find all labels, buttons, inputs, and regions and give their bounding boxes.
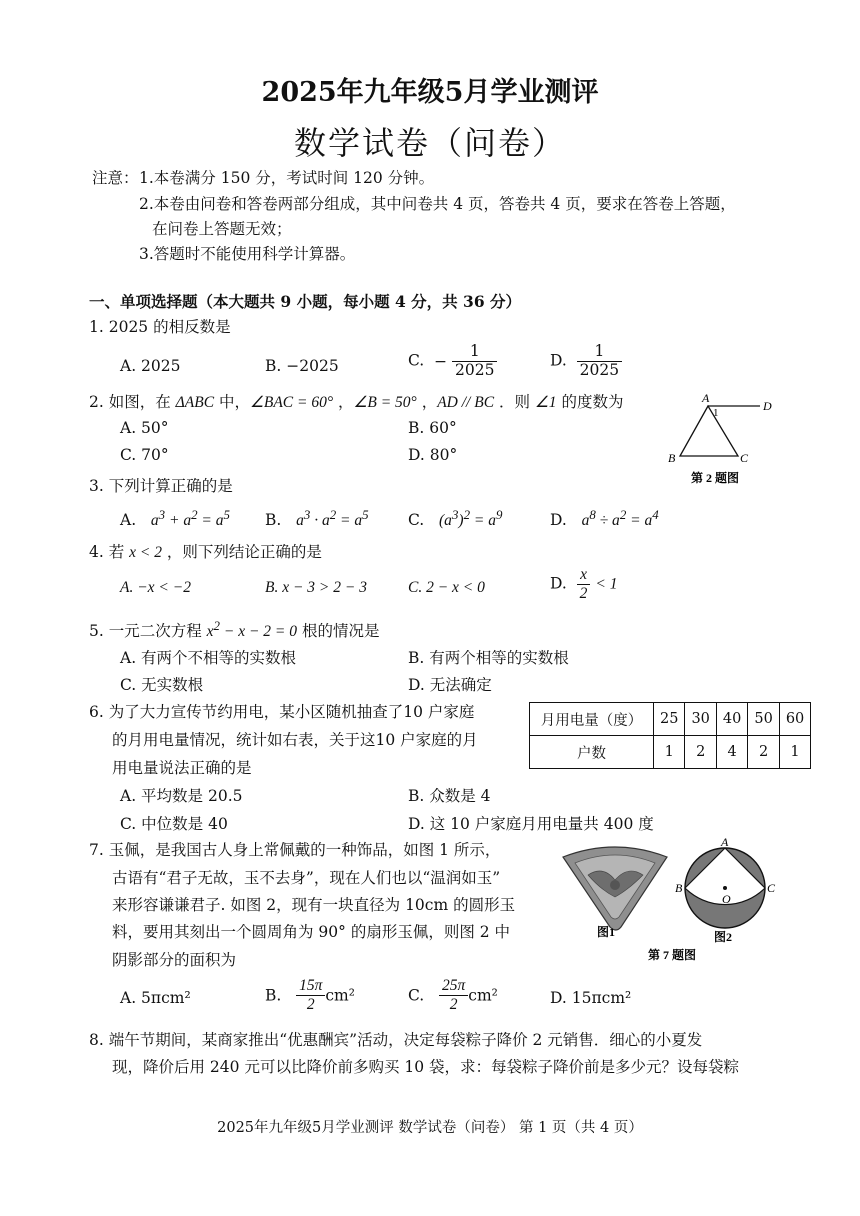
q7-option-b <box>265 977 355 1014</box>
q2-cond-2: ∠B = 50° <box>353 394 417 411</box>
q7-fig-caption: 第 7 题图 <box>648 948 697 962</box>
q7-line-1: 7. 玉佩，是我国古人身上常佩戴的一种饰品，如图 1 所示， <box>89 841 501 859</box>
q1-option-d <box>550 343 622 380</box>
q7-line-2: 古语有“君子无故，玉不去身”，现在人们也以“温润如玉” <box>112 869 501 887</box>
q2-label-1: 1 <box>713 407 719 419</box>
q7-option-a: A. 5πcm² <box>120 989 191 1007</box>
q7-label-o: O <box>722 892 731 906</box>
q6-line-2: 的月用电量情况，统计如右表，关于这10 户家庭的月 <box>112 731 478 749</box>
q2-figure <box>660 390 785 490</box>
q4-d-label: D. <box>550 574 567 593</box>
q3-option-c <box>408 507 502 530</box>
table-cell: 40 <box>716 703 747 736</box>
table-cell: 50 <box>748 703 779 736</box>
note-2b: 在问卷上答题无效； <box>152 220 292 238</box>
table-cell: 2 <box>748 736 779 769</box>
q2-label-a: A <box>702 391 710 405</box>
q7-label-a: A <box>721 835 729 849</box>
q1-d-label: D. <box>550 351 567 370</box>
q3-option-d <box>550 507 659 530</box>
table-cell: 60 <box>779 703 810 736</box>
q4-stem-2: ，则下列结论正确的是 <box>162 543 322 561</box>
q4-stem-1: 4. 若 <box>89 543 130 561</box>
q1-d-den: 2025 <box>579 360 620 379</box>
q5-stem <box>89 618 379 641</box>
q7-circle-figure <box>685 848 765 928</box>
q2-option-a: A. 50° <box>120 419 169 437</box>
q5-option-a: A. 有两个不相等的实数根 <box>120 649 297 667</box>
q4-option-d <box>550 566 617 603</box>
q2-stem-3: ．则 <box>494 393 535 411</box>
q2-option-d: D. 80° <box>408 446 458 464</box>
q4-d-fraction <box>577 566 591 603</box>
page-footer: 2025年九年级5月学业测评 数学试卷（问卷） 第 1 页（共 4 页） <box>217 1120 643 1136</box>
q8-line-1: 8. 端午节期间，某商家推出“优惠酬宾”活动，决定每袋粽子降价 2 元销售．细心的小夏发 <box>89 1031 703 1049</box>
q1-c-sign: − <box>434 352 448 371</box>
q4-stem <box>89 540 322 562</box>
q3-option-a <box>120 507 230 530</box>
q7-figures <box>553 835 793 965</box>
notes-prefix: 注意： <box>92 169 139 187</box>
q7-c-unit: cm² <box>468 986 498 1005</box>
q3-c-expr: $(a^3)^2 = a^9$ <box>439 507 503 530</box>
table-cell: 4 <box>716 736 747 769</box>
table-cell: 1 <box>654 736 685 769</box>
q2-cond-3: AD // BC <box>437 394 495 411</box>
q5-option-c: C. 无实数根 <box>120 676 204 694</box>
q7-b-label: B. <box>265 986 282 1005</box>
q3-d-expr: $a^8 \div a^2 = a^4$ <box>581 507 659 530</box>
q4-option-b: B. x − 3 > 2 − 3 <box>265 579 367 596</box>
q2-sep-2: ， <box>416 393 438 411</box>
q2-stem <box>89 390 624 412</box>
table-cell: 25 <box>654 703 685 736</box>
note-1: 1.本卷满分 150 分，考试时间 120 分钟。 <box>139 169 435 187</box>
table-row-households <box>530 736 811 769</box>
q7-label-c: C <box>767 881 776 895</box>
q5-stem-2: 根的情况是 <box>297 622 380 641</box>
q3-b-label: B. <box>265 511 282 530</box>
q7-label-b: B <box>675 881 683 895</box>
q2-fig-caption: 第 2 题图 <box>691 471 740 485</box>
q4-d-rel: < 1 <box>595 575 618 593</box>
q1-d-fraction <box>577 343 622 380</box>
q6-option-c: C. 中位数是 40 <box>120 815 228 833</box>
q7-c-den: 2 <box>449 995 458 1013</box>
q7-c-num: 25π <box>439 977 468 996</box>
q6-option-d: D. 这 10 户家庭月用电量共 400 度 <box>408 815 654 833</box>
q2-sep-1: ， <box>333 393 354 411</box>
exam-title: 2025年九年级5月学业测评 <box>261 77 599 108</box>
q3-option-b <box>265 507 369 530</box>
q2-angle: ∠1 <box>534 394 557 411</box>
note-3: 3.答题时不能使用科学计算器。 <box>139 245 356 263</box>
q3-a-expr: $a^3 + a^2 = a^5$ <box>150 507 230 530</box>
q1-c-den: 2025 <box>455 360 495 379</box>
table-cell: 1 <box>779 736 810 769</box>
q7-b-num: 15π <box>296 977 325 996</box>
q6-option-a: A. 平均数是 20.5 <box>120 787 243 805</box>
q1-c-num: 1 <box>452 343 497 362</box>
q7-c-fraction <box>439 977 468 1014</box>
q1-stem: 1. 2025 的相反数是 <box>89 318 231 336</box>
q2-option-c: C. 70° <box>120 446 169 464</box>
q2-label-c: C <box>740 451 749 465</box>
q5-option-d: D. 无法确定 <box>408 676 492 694</box>
q1-option-a: A. 2025 <box>120 357 181 375</box>
q7-fig2-caption: 图2 <box>714 930 733 944</box>
q4-d-num: x <box>577 566 591 585</box>
jade-pendant-image <box>563 847 667 930</box>
q2-stem-1: 2. 如图，在 <box>89 393 176 411</box>
q3-a-label: A. <box>120 511 137 530</box>
table-cell: 2 <box>685 736 716 769</box>
q7-b-den: 2 <box>306 995 315 1013</box>
q6-line-3: 用电量说法正确的是 <box>112 759 252 777</box>
q7-b-unit: cm² <box>325 986 355 1005</box>
q6-option-b: B. 众数是 4 <box>408 787 491 805</box>
q4-option-a: A. −x < −2 <box>120 579 191 596</box>
table-header-usage: 月用电量（度） <box>530 703 654 736</box>
table-header-households: 户数 <box>530 736 654 769</box>
q3-b-expr: $a^3 \cdot a^2 = a^5$ <box>296 507 369 530</box>
q5-stem-1: 5. 一元二次方程 <box>89 622 207 641</box>
table-row-usage <box>530 703 811 736</box>
q7-line-3: 来形容谦谦君子. 如图 2，现有一块直径为 10cm 的圆形玉 <box>112 896 516 914</box>
q7-fig1-caption: 图1 <box>597 925 616 939</box>
note-2a: 2.本卷由问卷和答卷两部分组成，其中问卷共 4 页，答卷共 4 页，要求在答卷上答题， <box>139 195 736 213</box>
q3-c-label: C. <box>408 511 425 530</box>
q2-stem-2: 中， <box>214 393 250 411</box>
q6-line-1: 6. 为了大力宣传节约用电，某小区随机抽查了10 户家庭 <box>89 703 475 721</box>
q2-triangle-abc <box>680 406 738 456</box>
q1-c-label: C. <box>408 351 425 370</box>
q1-d-num: 1 <box>577 343 622 362</box>
q4-option-c: C. 2 − x < 0 <box>408 579 485 596</box>
q2-option-b: B. 60° <box>408 419 457 437</box>
q7-b-fraction <box>296 977 325 1014</box>
q2-triangle: ΔABC <box>175 394 215 411</box>
section-heading: 一、单项选择题（本大题共 9 小题，每小题 4 分，共 36 分） <box>89 292 522 311</box>
q5-equation: $x^2 - x - 2 = 0$ <box>206 618 298 641</box>
q3-d-label: D. <box>550 511 567 530</box>
q4-cond: x < 2 <box>129 544 162 561</box>
q7-c-label: C. <box>408 986 425 1005</box>
q2-cond-1: ∠BAC = 60° <box>249 394 334 411</box>
q2-label-b: B <box>668 451 676 465</box>
q5-option-b: B. 有两个相等的实数根 <box>408 649 569 667</box>
q3-stem: 3. 下列计算正确的是 <box>89 477 233 495</box>
exam-subtitle: 数学试卷（问卷） <box>293 124 566 162</box>
table-cell: 30 <box>685 703 716 736</box>
q2-label-d: D <box>763 399 772 413</box>
q7-option-c <box>408 977 498 1014</box>
q7-option-d: D. 15πcm² <box>550 989 632 1007</box>
q2-stem-4: 的度数为 <box>556 393 624 411</box>
q1-option-c <box>408 343 497 380</box>
q7-line-4: 料，要用其刻出一个圆周角为 90° 的扇形玉佩，则图 2 中 <box>112 923 511 941</box>
q4-d-den: 2 <box>579 584 588 602</box>
electricity-table <box>529 702 811 769</box>
q1-option-b: B. −2025 <box>265 357 339 375</box>
q7-line-5: 阴影部分的面积为 <box>112 951 237 969</box>
q1-c-fraction <box>452 343 497 380</box>
q8-line-2: 现，降价后用 240 元可以比降价前多购买 10 袋，求：每袋粽子降价前是多少元？设每袋粽 <box>112 1058 740 1076</box>
